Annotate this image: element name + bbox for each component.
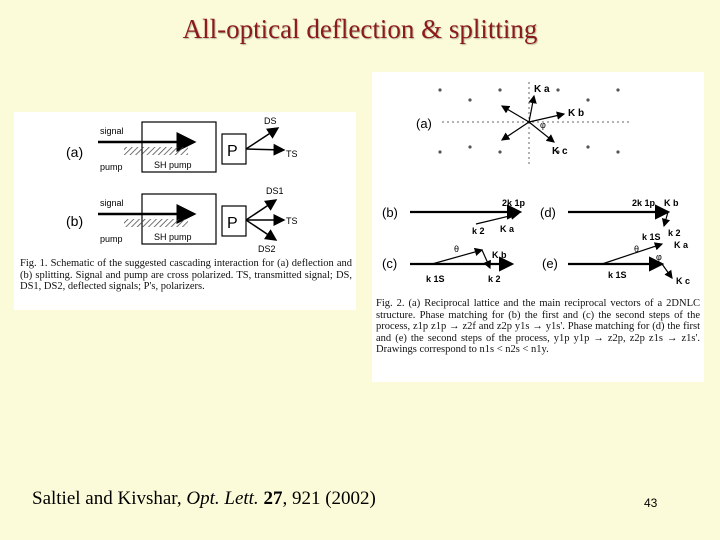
fig2e-kc-label: K c [676,276,691,286]
fig2c-kb-arrow [482,250,490,268]
fig2c-kb-label: K b [492,250,507,260]
fig2e-ka-arrow [602,244,662,264]
fig2a-kc-label: K c [552,146,568,157]
fig1b-crystal-label: SH pump [154,232,192,242]
citation [32,488,376,510]
fig2b-ka-arrow [476,214,518,224]
fig2b-k2-label: k 2 [472,226,485,236]
fig1b-ts-label: TS [286,216,298,226]
fig1a-ds-arrow [246,128,278,149]
fig2d-kb-label: K b [664,198,679,208]
fig2e-ka-label: K a [674,240,689,250]
figure-1-schematic [14,112,356,258]
fig2-label-a: (a) [416,116,432,131]
fig2e-k1s-label: k 1S [608,270,627,280]
figure-1-caption: Fig. 1. Schematic of the suggested cascading interaction for (a) deflection and (b) splitting. Signal and pump are cross polarized. TS, transmitted signal; DS, DS1, DS2, deflected signals; P's, polarizers. [20,258,352,292]
fig1-label-b: (b) [66,213,84,229]
fig2c-k1s-label: k 1S [426,274,445,284]
fig1b-ds1-label: DS1 [266,186,284,196]
fig2-label-d: (d) [540,205,556,220]
fig1a-ds-label: DS [264,116,277,126]
slide-title: All-optical deflection & splitting [182,14,538,44]
fig2c-theta-label: θ [454,244,460,254]
fig2a-k-arrow-3 [502,106,529,122]
fig1b-ds2-label: DS2 [258,244,276,254]
fig2a-phi-label: φ [540,120,546,130]
citation-journal: Opt. Lett. [186,488,259,509]
figure-2-diagrams [372,72,704,296]
figure-1 [14,112,356,310]
fig2a-ka-arrow [529,96,534,122]
fig2a-kb-label: K b [568,108,585,119]
fig2c-k2-label: k 2 [488,274,501,284]
fig2b-2k-label: 2k 1p [502,198,526,208]
figure-2-caption: Fig. 2. (a) Reciprocal lattice and the main reciprocal vectors of a 2DNLC structure. Phase matching for (b) the first and (c) the second steps of the process, z1p z1p → z2f and z2p y1s → y1s'. Phase matching for (d) the first and (e) the second steps of the process, y1p y1p → z2p, z2p z1s → z1s'. Drawings correspond to n1s < n2s < n1y. [376,298,700,355]
figure-2 [372,72,704,382]
fig1b-signal-label: signal [100,198,124,208]
fig2d-kb-arrow [664,212,668,226]
fig1a-pump-beam [124,147,188,155]
fig1b-ds2-arrow [246,220,276,240]
fig2d-2k-label: 2k 1p [632,198,656,208]
fig1b-ds1-arrow [246,200,276,220]
fig1a-pump-label: pump [100,162,123,172]
fig2-label-b: (b) [382,205,398,220]
slide-number: 43 [644,496,658,510]
fig1a-ts-label: TS [286,149,298,159]
fig2e-phi-label: φ [656,252,662,262]
fig2b-ka-label: K a [500,224,515,234]
fig1a-signal-label: signal [100,126,124,136]
fig1b-pump-label: pump [100,234,123,244]
fig2-label-c: (c) [382,256,398,271]
fig2e-k1s-prime-label: k 1S [642,232,661,242]
fig2a-ka-label: K a [534,84,550,95]
fig2a-k-arrow-2 [502,122,529,140]
citation-authors: Saltiel and Kivshar, [32,488,187,509]
fig2e-kc-arrow [662,264,672,278]
fig2a-kb-arrow [529,114,564,122]
fig1a-crystal-label: SH pump [154,160,192,170]
fig1a-polarizer-label: P [227,143,238,160]
fig2-label-e: (e) [542,256,558,271]
fig1a-ts-arrow [246,149,284,150]
fig2d-k2-label: k 2 [668,228,681,238]
citation-rest: , 921 (2002) [282,488,376,509]
citation-volume: 27 [258,488,283,509]
fig1b-pump-beam [124,219,188,227]
fig2e-theta-label: θ [634,244,640,254]
fig1-label-a: (a) [66,144,84,160]
fig1b-polarizer-label: P [227,215,238,232]
